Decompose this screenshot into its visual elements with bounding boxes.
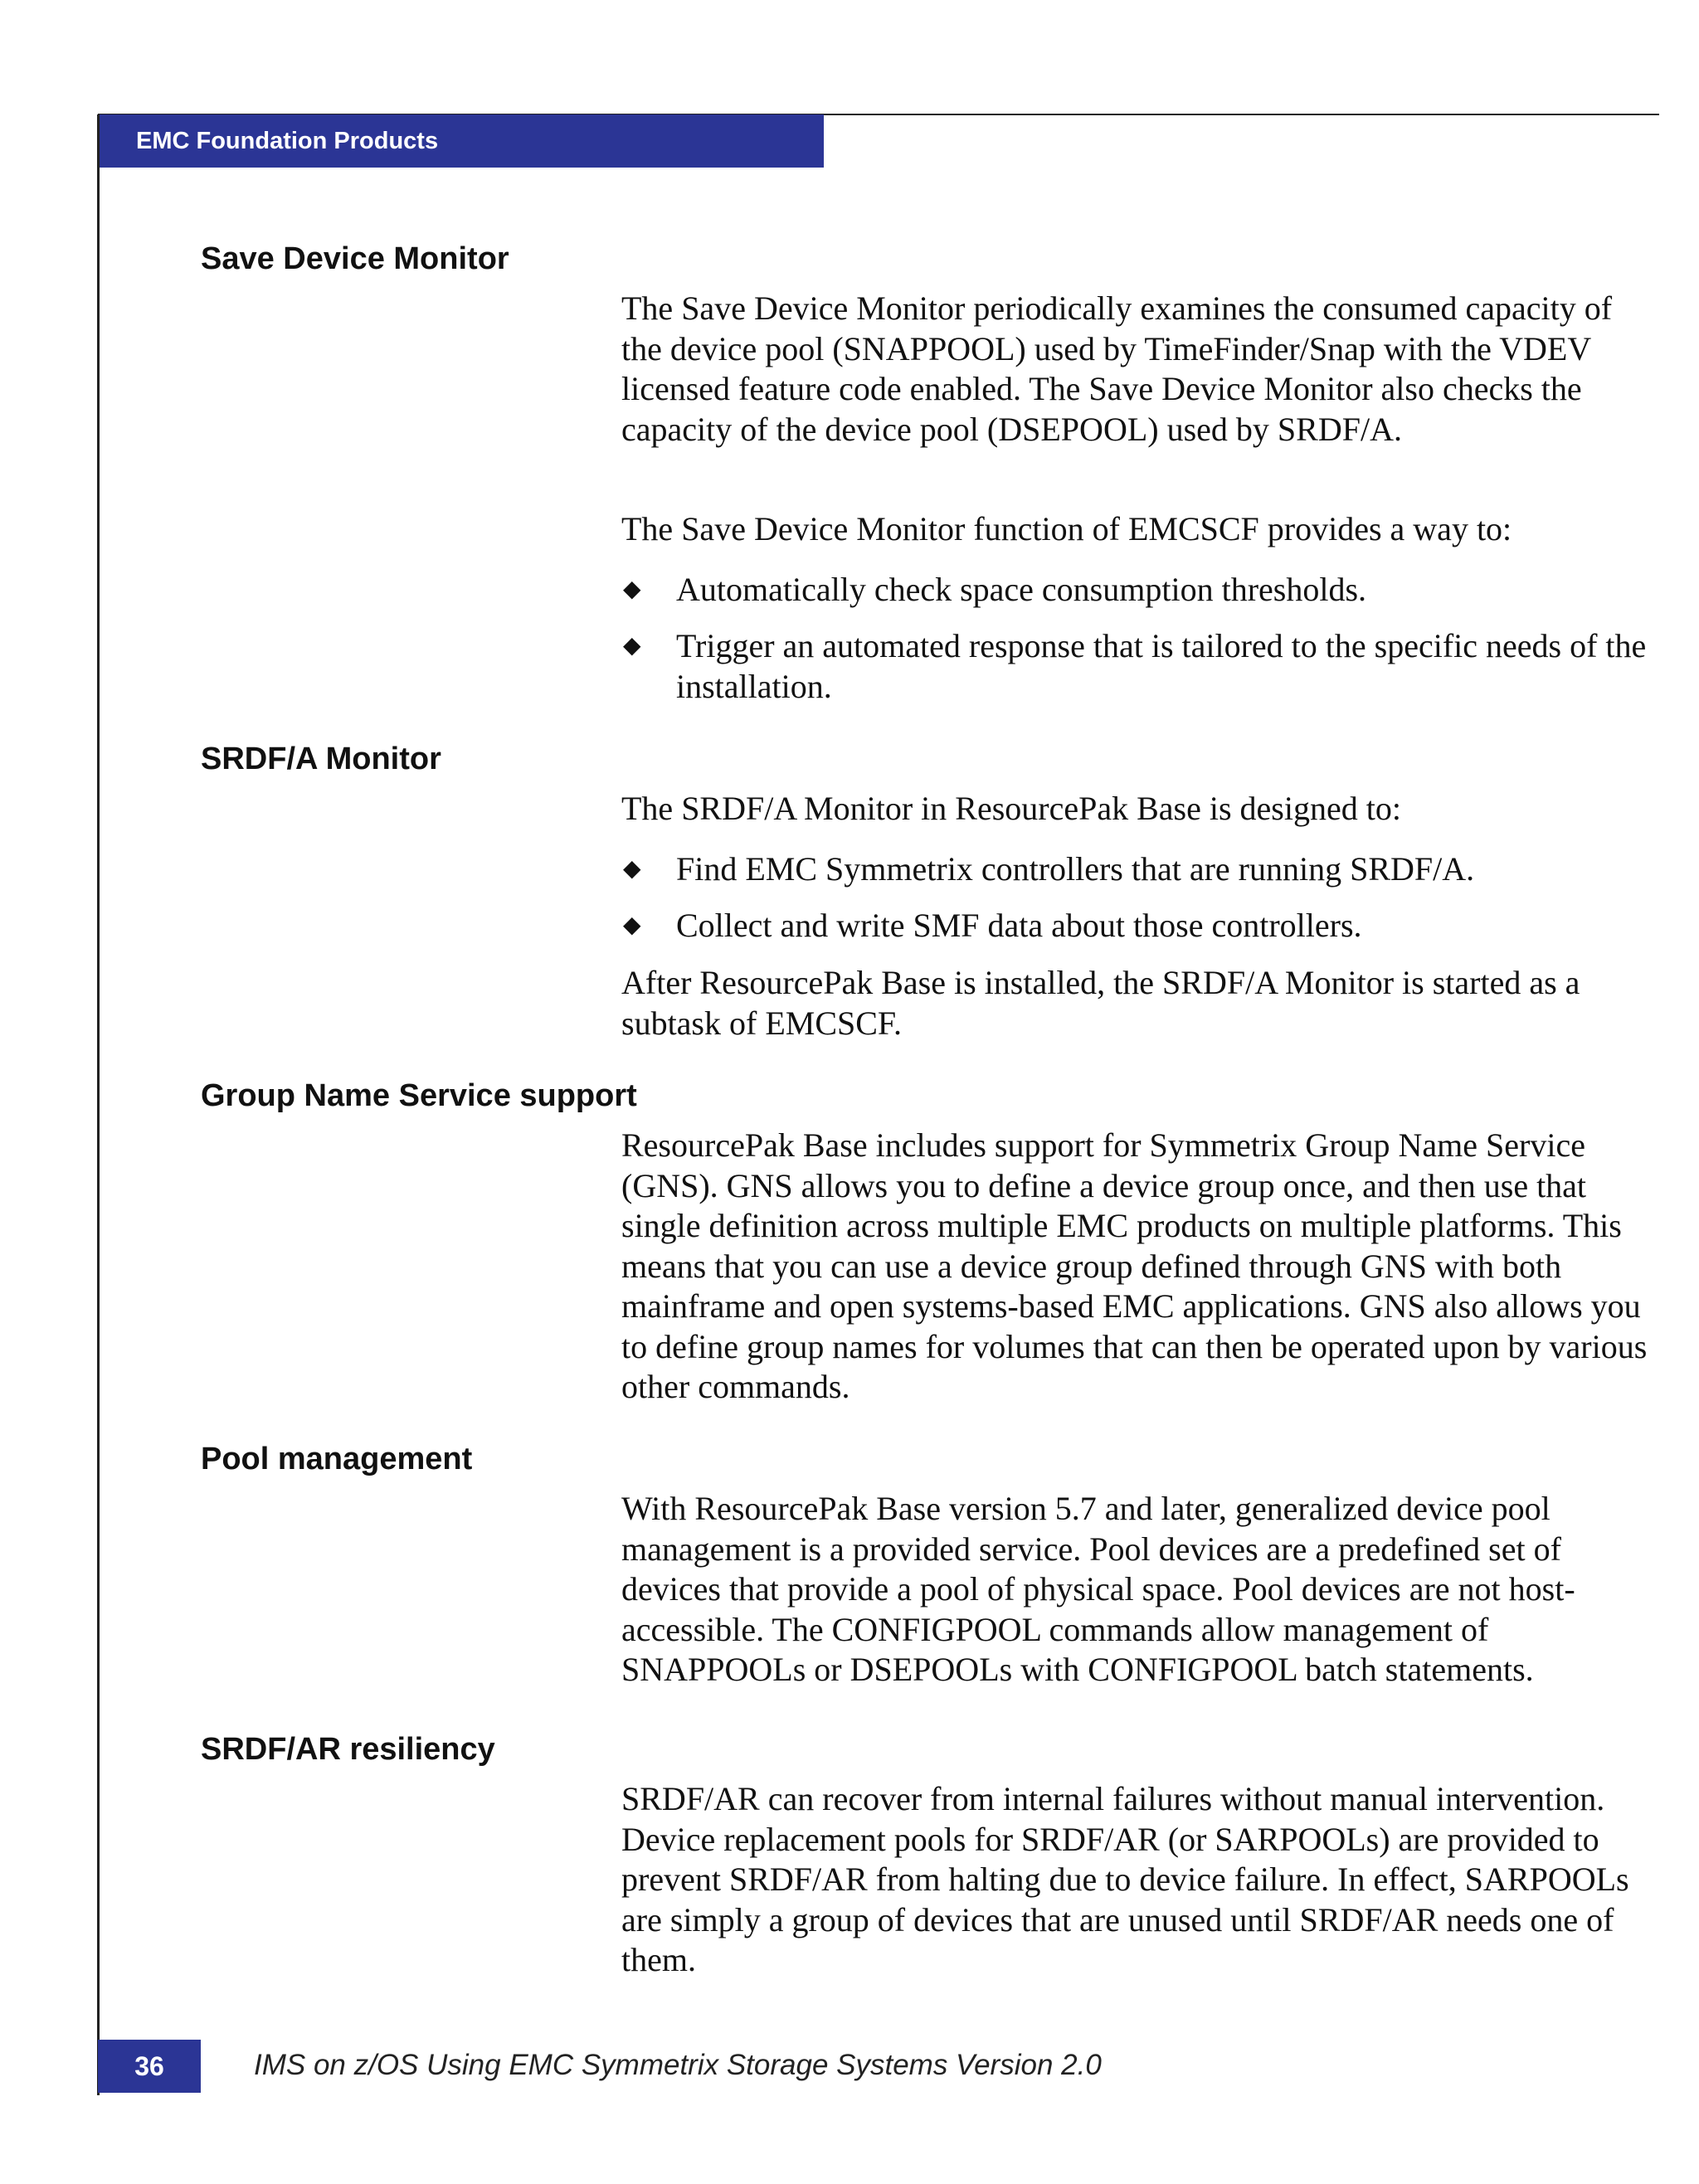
list-item bbox=[621, 906, 1658, 946]
paragraph-save-device-monitor-function: The Save Device Monitor function of EMCSCF provides a way to: bbox=[621, 510, 1512, 547]
paragraph-group-name-service: ResourcePak Base includes support for Symmetrix Group Name Service (GNS). GNS allows you to define a device group once, and then use that single definition across multiple EMC products on multiple platforms. This means that you can use a device group defined through GNS with both mainframe and open systems-based EMC applications. GNS also allows you to define group names for volumes that can then be operated upon by various other commands. bbox=[621, 1126, 1648, 1405]
section-heading-srdfa-monitor: SRDF/A Monitor bbox=[201, 742, 441, 776]
section-heading-save-device-monitor: Save Device Monitor bbox=[201, 241, 509, 276]
footer-document-title: IMS on z/OS Using EMC Symmetrix Storage Systems Version 2.0 bbox=[254, 2049, 1102, 2081]
paragraph-save-device-monitor-intro: The Save Device Monitor periodically examines the consumed capacity of the device pool (SNAPPOOL) used by TimeFinder/Snap with the VDEV licensed feature code enabled. The Save Device Monitor also checks the capacity of the device pool (DSEPOOL) used by SRDF/A. bbox=[621, 289, 1613, 448]
header-section-label: EMC Foundation Products bbox=[136, 128, 439, 154]
paragraph-srdfa-monitor-intro: The SRDF/A Monitor in ResourcePak Base is designed to: bbox=[621, 790, 1401, 827]
page-number: 36 bbox=[134, 2051, 164, 2081]
list-item bbox=[621, 570, 1658, 610]
diamond-bullet-icon: ◆ bbox=[623, 856, 641, 882]
diamond-bullet-icon: ◆ bbox=[623, 576, 641, 602]
list-item-text: Trigger an automated response that is tailored to the specific needs of the installation. bbox=[676, 627, 1647, 705]
list-item bbox=[621, 849, 1658, 890]
list-item-text: Collect and write SMF data about those controllers. bbox=[676, 907, 1362, 944]
diamond-bullet-icon: ◆ bbox=[623, 633, 641, 659]
paragraph-srdfa-monitor-install: After ResourcePak Base is installed, the SRDF/A Monitor is started as a subtask of EMCSCF. bbox=[621, 964, 1580, 1042]
section-heading-group-name-service: Group Name Service support bbox=[201, 1078, 637, 1113]
section-heading-pool-management: Pool management bbox=[201, 1442, 473, 1476]
list-item-text: Automatically check space consumption thresholds. bbox=[676, 571, 1367, 608]
left-margin-rule bbox=[97, 114, 100, 2095]
paragraph-pool-management: With ResourcePak Base version 5.7 and later, generalized device pool management is a provided service. Pool devices are a predefined set of devices that provide a pool of physical space. Pool devices are not host-accessible. The CONFIGPOOL commands allow management of SNAPPOOLs or DSEPOOLs with CONFIGPOOL batch statements. bbox=[621, 1490, 1575, 1688]
diamond-bullet-icon: ◆ bbox=[623, 912, 641, 938]
list-item-text: Find EMC Symmetrix controllers that are running SRDF/A. bbox=[676, 850, 1475, 888]
paragraph-srdfar-resiliency: SRDF/AR can recover from internal failures without manual intervention. Device replacement pools for SRDF/AR (or SARPOOLs) are provided to prevent SRDF/AR from halting due to device failure. In effect, SARPOOLs are simply a group of devices that are unused until SRDF/AR needs one of them. bbox=[621, 1780, 1629, 1978]
list-item bbox=[621, 626, 1658, 707]
section-heading-srdfar-resiliency: SRDF/AR resiliency bbox=[201, 1732, 495, 1767]
